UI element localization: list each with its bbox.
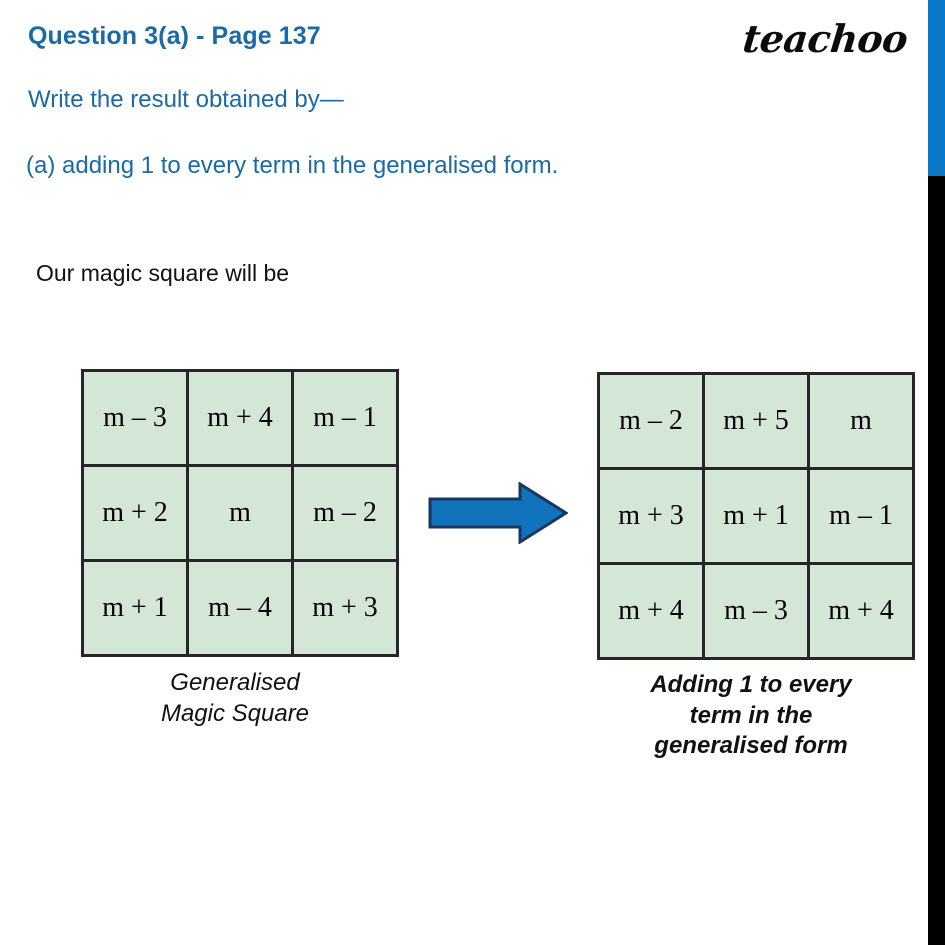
magic-cell: m – 1 <box>293 371 398 466</box>
table-row <box>83 561 398 656</box>
page-title: Question 3(a) - Page 137 <box>28 22 321 50</box>
right-table-caption <box>600 670 902 762</box>
caption-line: Generalised <box>170 669 300 696</box>
magic-cell: m – 4 <box>188 561 293 656</box>
intro-text: Our magic square will be <box>36 260 290 286</box>
magic-cell: m <box>809 374 914 469</box>
question-prompt-line-2: (a) adding 1 to every term in the generalised form. <box>26 152 559 179</box>
magic-cell: m + 3 <box>293 561 398 656</box>
caption-line: Adding 1 to every <box>650 671 852 698</box>
left-table-caption <box>84 668 386 729</box>
teachoo-logo: teachoo <box>740 16 910 61</box>
magic-cell: m <box>188 466 293 561</box>
magic-cell: m – 3 <box>83 371 188 466</box>
caption-line: generalised form <box>654 732 848 760</box>
magic-cell: m + 1 <box>83 561 188 656</box>
magic-cell: m – 2 <box>293 466 398 561</box>
edge-accent-bar-blue <box>928 0 945 176</box>
magic-cell: m + 1 <box>704 469 809 564</box>
table-row <box>83 466 398 561</box>
table-row <box>83 371 398 466</box>
magic-cell: m + 4 <box>809 564 914 659</box>
table-row <box>599 564 914 659</box>
magic-cell: m – 1 <box>809 469 914 564</box>
magic-cell: m – 2 <box>599 374 704 469</box>
adding-one-magic-square-table <box>597 372 915 660</box>
magic-cell: m + 2 <box>83 466 188 561</box>
generalised-magic-square-table <box>81 369 399 657</box>
caption-line: term in the <box>689 701 813 729</box>
right-arrow-icon <box>428 482 568 544</box>
magic-cell: m + 4 <box>599 564 704 659</box>
edge-accent-bar-black <box>928 176 945 945</box>
magic-cell: m + 3 <box>599 469 704 564</box>
magic-cell: m – 3 <box>704 564 809 659</box>
table-row <box>599 374 914 469</box>
question-prompt-line-1: Write the result obtained by— <box>28 86 344 113</box>
table-row <box>599 469 914 564</box>
transform-arrow <box>428 482 568 544</box>
caption-line: Magic Square <box>160 699 310 727</box>
magic-cell: m + 4 <box>188 371 293 466</box>
magic-cell: m + 5 <box>704 374 809 469</box>
